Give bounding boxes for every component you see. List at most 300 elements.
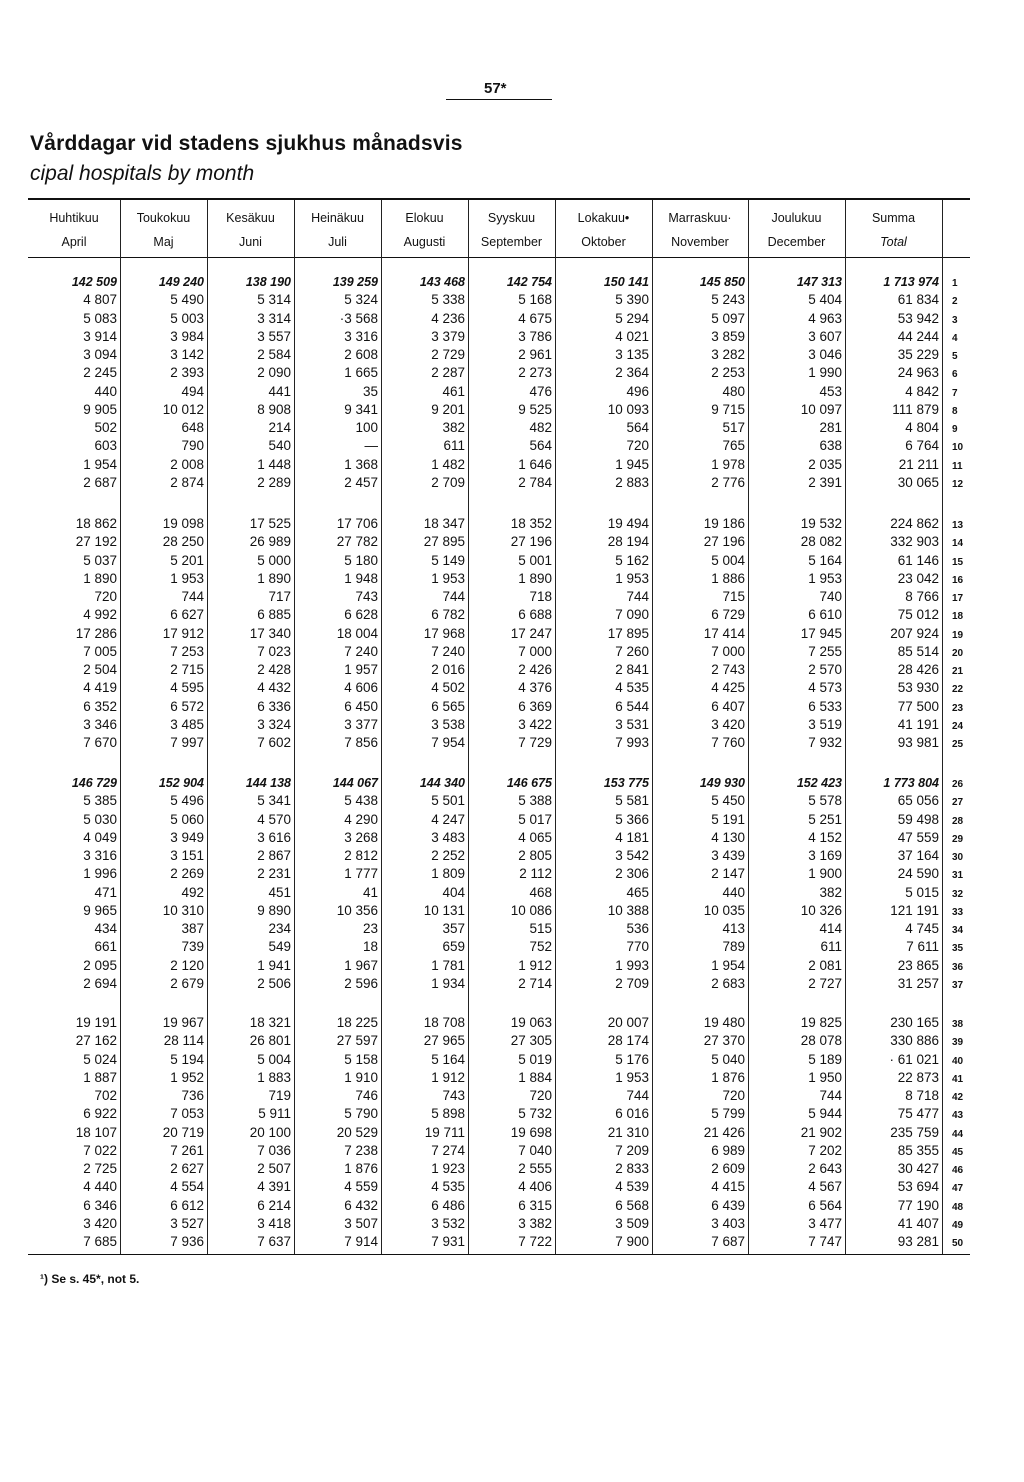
- table-cell: 149 930: [699, 776, 745, 790]
- table-cell: 5 083: [83, 310, 117, 326]
- table-cell: 6 688: [518, 607, 552, 623]
- table-cell: 5 024: [83, 1051, 117, 1067]
- row-number: 43: [952, 1110, 964, 1122]
- table-cell: 10 388: [607, 902, 649, 918]
- table-cell: 5 294: [615, 310, 649, 326]
- column-header-en: Oktober: [581, 235, 626, 249]
- footnote: ¹) Se s. 45*, not 5.: [40, 1272, 140, 1286]
- table-cell: 5 030: [83, 811, 117, 827]
- table-cell: 7 932: [808, 735, 842, 750]
- table-cell: 30 065: [897, 474, 939, 490]
- row-number: 45: [952, 1146, 964, 1158]
- table-cell: 4 065: [518, 829, 552, 845]
- table-cell: 5 158: [344, 1051, 378, 1067]
- table-cell: 9 905: [83, 401, 117, 417]
- table-cell: 6 214: [257, 1197, 291, 1213]
- table-cell: 6 544: [615, 698, 649, 714]
- table-cell: 413: [722, 921, 745, 936]
- row-number: 35: [952, 943, 964, 955]
- table-cell: 3 859: [711, 328, 745, 344]
- table-cell: 2 428: [257, 662, 291, 677]
- table-cell: 17 895: [607, 625, 649, 641]
- table-cell: 24 590: [897, 866, 939, 882]
- table-cell: 4 539: [615, 1179, 649, 1195]
- table-cell: 142 754: [506, 275, 552, 289]
- table-cell: 23 865: [897, 957, 939, 973]
- column-header-en: Juni: [239, 235, 262, 249]
- row-number: 14: [952, 538, 964, 550]
- table-cell: 2 393: [170, 365, 204, 381]
- table-cell: 3 316: [344, 328, 378, 344]
- table-cell: 5 501: [431, 793, 465, 809]
- row-number: 9: [952, 424, 958, 435]
- table-cell: 144 138: [245, 776, 291, 790]
- column-header: [845, 206, 942, 254]
- table-cell: 7 637: [257, 1234, 291, 1249]
- table-cell: 3 268: [344, 829, 378, 845]
- table-cell: 2 306: [615, 866, 649, 882]
- table-cell: 144 067: [332, 776, 378, 790]
- table-cell: 7 747: [808, 1234, 842, 1249]
- table-cell: 3 507: [344, 1215, 378, 1231]
- table-cell: 5 060: [170, 811, 204, 827]
- table-cell: 4 675: [518, 310, 552, 326]
- table-cell: 2 269: [170, 866, 204, 882]
- page-number: 57*: [484, 80, 507, 97]
- table-cell: 27 196: [703, 534, 745, 550]
- row-number: 18: [952, 611, 964, 623]
- table-cell: 5 338: [431, 292, 465, 308]
- table-cell: 611: [820, 939, 842, 955]
- table-cell: 2 584: [257, 347, 291, 362]
- table-cell: 2 253: [711, 365, 745, 381]
- table-cell: 2 784: [518, 474, 552, 490]
- table-cell: 20 529: [336, 1124, 378, 1140]
- table-cell: 2 812: [344, 848, 378, 863]
- table-cell: 3 532: [431, 1215, 465, 1231]
- table-cell: 9 890: [257, 902, 291, 918]
- table-cell: 5 243: [711, 292, 745, 308]
- table-cell: 1 993: [615, 957, 649, 973]
- table-cell: 6 407: [711, 698, 745, 714]
- table-cell: 2 273: [518, 365, 552, 381]
- table-cell: 28 082: [800, 534, 842, 550]
- table-cell: 146 675: [506, 776, 552, 790]
- table-cell: 28 194: [607, 534, 649, 550]
- table-cell: 149 240: [158, 275, 204, 289]
- table-cell: 18 321: [249, 1015, 291, 1030]
- table-cell: 330 886: [890, 1033, 939, 1049]
- table-cell: 6 885: [257, 607, 291, 623]
- table-cell: 765: [722, 438, 745, 454]
- table-cell: 7 240: [344, 643, 378, 659]
- table-cell: 7 240: [431, 643, 465, 659]
- table-cell: 4 152: [808, 829, 842, 845]
- table-cell: 3 519: [808, 716, 842, 732]
- table-cell: 471: [94, 884, 117, 900]
- row-number: 22: [952, 684, 964, 696]
- table-cell: 5 578: [808, 793, 842, 809]
- table-cell: 2 506: [257, 975, 291, 991]
- column-header: [555, 206, 652, 254]
- table-cell: 3 324: [257, 716, 291, 732]
- table-cell: 5 015: [905, 884, 939, 900]
- row-number: 19: [952, 629, 964, 641]
- table-cell: 2 883: [615, 474, 649, 490]
- table-cell: 5 251: [808, 811, 842, 827]
- row-number: 16: [952, 574, 964, 586]
- table-cell: 2 715: [170, 662, 204, 677]
- table-cell: 5 390: [615, 292, 649, 308]
- table-cell: 7 993: [615, 735, 649, 750]
- table-cell: 744: [626, 1088, 649, 1103]
- row-number: 2: [952, 296, 958, 308]
- table-cell: 9 201: [431, 401, 465, 417]
- table-cell: 3 420: [711, 716, 745, 732]
- table-cell: 1 967: [344, 957, 378, 973]
- table-cell: 461: [442, 383, 465, 399]
- table-cell: 3 046: [808, 347, 842, 362]
- table-cell: 7 602: [257, 735, 291, 750]
- table-cell: 7 954: [431, 735, 465, 750]
- table-cell: 18 708: [423, 1015, 465, 1030]
- table-cell: 743: [442, 1088, 465, 1103]
- table-cell: 24 963: [897, 365, 939, 381]
- row-number: 42: [952, 1092, 964, 1103]
- table-cell: 2 289: [257, 474, 291, 490]
- table-cell: 139 259: [332, 275, 378, 289]
- table-cell: 53 942: [897, 310, 939, 326]
- table-cell: 5 176: [615, 1051, 649, 1067]
- table-cell: 85 514: [897, 643, 939, 659]
- table-cell: 4 502: [431, 680, 465, 696]
- table-cell: 4 807: [83, 292, 117, 308]
- table-cell: 26 801: [249, 1033, 291, 1049]
- table-bottom-rule: [28, 1254, 970, 1255]
- table-cell: 47 559: [897, 829, 939, 845]
- table-cell: 23 042: [897, 570, 939, 586]
- table-cell: 3 418: [257, 1215, 291, 1231]
- table-cell: 5 388: [518, 793, 552, 809]
- table-cell: 7 238: [344, 1142, 378, 1158]
- table-cell: 5 366: [615, 811, 649, 827]
- table-cell: 2 709: [615, 975, 649, 991]
- table-cell: 5 194: [170, 1051, 204, 1067]
- table-cell: 1 890: [518, 570, 552, 586]
- table-cell: 17 340: [249, 625, 291, 641]
- table-cell: 19 711: [424, 1124, 465, 1140]
- table-cell: 3 377: [344, 716, 378, 732]
- table-cell: 6 922: [83, 1106, 117, 1122]
- column-header-en: September: [480, 235, 543, 249]
- table-cell: 28 078: [800, 1033, 842, 1049]
- table-cell: 4 535: [615, 680, 649, 696]
- table-cell: 3 439: [711, 848, 745, 863]
- table-cell: 1 948: [344, 570, 378, 586]
- column-header-fi: Huhtikuu: [49, 211, 99, 225]
- table-cell: 468: [529, 884, 552, 900]
- table-cell: 143 468: [419, 275, 465, 289]
- table-cell: 2 683: [711, 975, 745, 991]
- table-cell: 7 000: [518, 643, 552, 659]
- row-number: 13: [952, 520, 964, 531]
- table-cell: 138 190: [245, 275, 291, 289]
- column-header-en: Juli: [328, 235, 347, 249]
- row-number: 1: [952, 278, 958, 289]
- table-cell: 1 954: [83, 456, 117, 472]
- table-cell: 482: [529, 420, 552, 435]
- table-cell: 702: [94, 1088, 117, 1103]
- table-cell: 7 000: [711, 643, 745, 659]
- table-cell: 214: [268, 420, 291, 435]
- table-cell: 85 355: [897, 1142, 939, 1158]
- table-cell: 18 004: [336, 625, 378, 641]
- table-cell: 1 876: [344, 1161, 378, 1176]
- table-cell: 207 924: [890, 625, 939, 641]
- table-cell: 517: [722, 420, 745, 435]
- table-cell: 2 776: [711, 474, 745, 490]
- table-cell: 4 440: [83, 1179, 117, 1195]
- table-cell: 19 063: [510, 1015, 552, 1030]
- table-cell: 27 782: [336, 534, 378, 550]
- column-header: [120, 206, 207, 254]
- row-number: 11: [952, 460, 963, 472]
- table-cell: 1 950: [808, 1069, 842, 1085]
- table-cell: 2 729: [431, 347, 465, 362]
- table-cell: 2 231: [257, 866, 291, 882]
- row-number: 10: [952, 442, 964, 454]
- table-cell: 502: [94, 420, 117, 435]
- table-cell: 5 189: [808, 1051, 842, 1067]
- table-cell: 1 887: [83, 1069, 117, 1085]
- table-cell: 404: [442, 884, 465, 900]
- table-cell: 21 211: [898, 456, 939, 472]
- table-cell: 6 572: [170, 698, 204, 714]
- table-cell: 224 862: [890, 516, 939, 531]
- table-cell: · 61 021: [889, 1051, 939, 1067]
- table-cell: 8 718: [905, 1088, 939, 1103]
- table-cell: 4 842: [905, 383, 939, 399]
- table-cell: 27 895: [423, 534, 465, 550]
- table-cell: 5 004: [711, 552, 745, 568]
- table-cell: 1 912: [518, 957, 552, 973]
- table-cell: 638: [819, 438, 842, 454]
- row-number: 33: [952, 906, 964, 918]
- table-cell: ·3 568: [339, 310, 378, 326]
- table-cell: 718: [529, 589, 552, 604]
- table-cell: 93 281: [897, 1234, 939, 1249]
- column-header: [294, 206, 381, 254]
- table-cell: 2 112: [519, 866, 552, 882]
- table-cell: 7 274: [431, 1142, 465, 1158]
- table-cell: 6 568: [615, 1197, 649, 1213]
- table-cell: 1 482: [431, 456, 465, 472]
- table-cell: 2 743: [711, 662, 745, 677]
- table-cell: 5 037: [83, 552, 117, 568]
- column-header-fi: Kesäkuu: [226, 211, 275, 225]
- column-header-fi: Joulukuu: [771, 211, 822, 225]
- table-cell: 7 261: [170, 1142, 204, 1158]
- column-header-en: Total: [880, 235, 907, 249]
- table-cell: 1 890: [83, 570, 117, 586]
- table-cell: 5 201: [170, 552, 204, 568]
- row-number: 49: [952, 1219, 964, 1231]
- table-cell: 31 257: [897, 975, 939, 991]
- table-cell: 2 727: [808, 975, 842, 991]
- column-header-en: April: [61, 235, 87, 249]
- table-cell: 2 090: [257, 365, 291, 381]
- table-cell: 2 504: [83, 662, 117, 677]
- row-number: 40: [952, 1055, 964, 1067]
- table-cell: 4 606: [344, 680, 378, 696]
- table-cell: 6 432: [344, 1197, 378, 1213]
- row-number: 8: [952, 405, 958, 417]
- table-cell: 18 347: [423, 516, 465, 531]
- table-cell: 5 496: [170, 793, 204, 809]
- table-cell: 441: [268, 383, 291, 399]
- table-cell: 234: [268, 921, 291, 936]
- table-cell: 7 670: [83, 735, 117, 750]
- table-cell: 2 833: [615, 1161, 649, 1176]
- table-cell: 1 777: [344, 866, 378, 882]
- table-cell: 22 873: [897, 1069, 939, 1085]
- table-cell: 434: [94, 921, 117, 936]
- row-number: 20: [952, 647, 964, 659]
- table-cell: 440: [722, 884, 745, 900]
- row-number: 12: [952, 478, 964, 490]
- table-cell: 4 963: [808, 310, 842, 326]
- table-cell: 19 967: [162, 1015, 204, 1030]
- table-cell: 28 426: [897, 662, 939, 677]
- table-cell: 20 007: [607, 1015, 649, 1030]
- table-cell: 564: [626, 420, 649, 435]
- table-cell: 2 643: [808, 1161, 842, 1176]
- table-cell: 6 612: [170, 1197, 204, 1213]
- column-header-fi: Summa: [871, 211, 916, 225]
- column-header-fi: Syyskuu: [487, 211, 536, 225]
- table-cell: 4 573: [808, 680, 842, 696]
- table-cell: 2 245: [83, 365, 117, 381]
- table-cell: 3 485: [170, 716, 204, 732]
- table-cell: 4 415: [711, 1179, 745, 1195]
- table-cell: 2 507: [257, 1161, 291, 1176]
- table-cell: 7 022: [83, 1142, 117, 1158]
- table-subtitle: cipal hospitals by month: [30, 162, 255, 185]
- table-cell: 3 282: [711, 347, 745, 362]
- table-cell: 77 500: [897, 698, 939, 714]
- table-cell: 18: [362, 939, 378, 955]
- table-cell: 19 191: [75, 1015, 117, 1030]
- table-cell: 19 098: [162, 516, 204, 531]
- table-cell: 4 049: [83, 829, 117, 845]
- table-cell: 1 884: [518, 1069, 552, 1085]
- table-cell: 5 164: [431, 1051, 465, 1067]
- table-cell: 1 883: [257, 1069, 291, 1085]
- table-cell: 492: [181, 884, 204, 900]
- table-cell: 61 834: [897, 292, 939, 308]
- table-cell: 75 012: [897, 607, 939, 623]
- table-cell: 4 595: [170, 680, 204, 696]
- table-cell: 7 760: [711, 735, 745, 750]
- table-cell: 1 809: [431, 866, 465, 882]
- table-cell: 5 732: [518, 1106, 552, 1122]
- table-cell: 230 165: [890, 1015, 939, 1030]
- table-cell: 564: [529, 438, 552, 454]
- table-cell: 2 841: [615, 662, 649, 677]
- table-cell: 480: [722, 383, 745, 399]
- table-cell: 790: [181, 438, 204, 454]
- table-cell: 26 989: [249, 534, 291, 550]
- table-cell: 2 555: [518, 1161, 552, 1176]
- table-cell: 6 369: [518, 698, 552, 714]
- table-cell: 28 174: [607, 1033, 649, 1049]
- table-cell: 2 687: [83, 474, 117, 490]
- table-cell: 3 616: [257, 829, 291, 845]
- table-cell: 3 379: [431, 328, 465, 344]
- table-cell: 4 535: [431, 1179, 465, 1195]
- table-cell: 4 745: [905, 921, 939, 936]
- table-cell: 5 040: [711, 1051, 745, 1067]
- row-number: 15: [952, 556, 964, 568]
- table-cell: 7 036: [257, 1142, 291, 1158]
- table-cell: 27 162: [75, 1033, 117, 1049]
- table-cell: 496: [626, 383, 649, 399]
- table-cell: 19 825: [800, 1015, 842, 1030]
- table-cell: 5 000: [257, 552, 291, 568]
- table-cell: 744: [181, 589, 204, 604]
- table-cell: 3 531: [615, 716, 649, 732]
- table-cell: 8 908: [257, 401, 291, 417]
- table-cell: 4 181: [615, 829, 649, 845]
- table-cell: 6 352: [83, 698, 117, 714]
- table-cell: 2 608: [344, 347, 378, 362]
- table-cell: 720: [626, 438, 649, 454]
- table-cell: 7 090: [615, 607, 649, 623]
- row-number: 28: [952, 815, 964, 827]
- table-cell: 3 538: [431, 716, 465, 732]
- table-cell: 3 527: [170, 1215, 204, 1231]
- table-cell: 10 131: [423, 902, 465, 918]
- table-cell: 10 356: [336, 902, 378, 918]
- table-cell: 3 142: [170, 347, 204, 362]
- table-cell: 281: [819, 420, 842, 435]
- row-number: 39: [952, 1037, 964, 1049]
- table-cell: 100: [355, 420, 378, 435]
- table-cell: 9 525: [518, 401, 552, 417]
- table-cell: 9 715: [711, 401, 745, 417]
- table-cell: 17 247: [510, 625, 552, 641]
- table-cell: 75 477: [897, 1106, 939, 1122]
- table-cell: 440: [94, 383, 117, 399]
- table-cell: 5 438: [344, 793, 378, 809]
- table-cell: 540: [268, 438, 291, 454]
- row-number: 4: [952, 332, 958, 344]
- table-cell: 3 542: [615, 848, 649, 863]
- row-number: 24: [952, 720, 964, 732]
- table-cell: 3 557: [257, 328, 291, 344]
- table-cell: 27 965: [423, 1033, 465, 1049]
- column-header-fi: Elokuu: [405, 211, 444, 225]
- table-cell: 65 056: [897, 793, 939, 809]
- table-cell: 23: [362, 921, 378, 936]
- table-cell: 720: [529, 1088, 552, 1103]
- table-cell: 2 008: [170, 456, 204, 472]
- row-number: 5: [952, 351, 958, 362]
- table-cell: 611: [443, 438, 465, 454]
- table-cell: 2 709: [431, 474, 465, 490]
- table-cell: 7 687: [711, 1234, 745, 1249]
- table-cell: 150 141: [603, 275, 649, 289]
